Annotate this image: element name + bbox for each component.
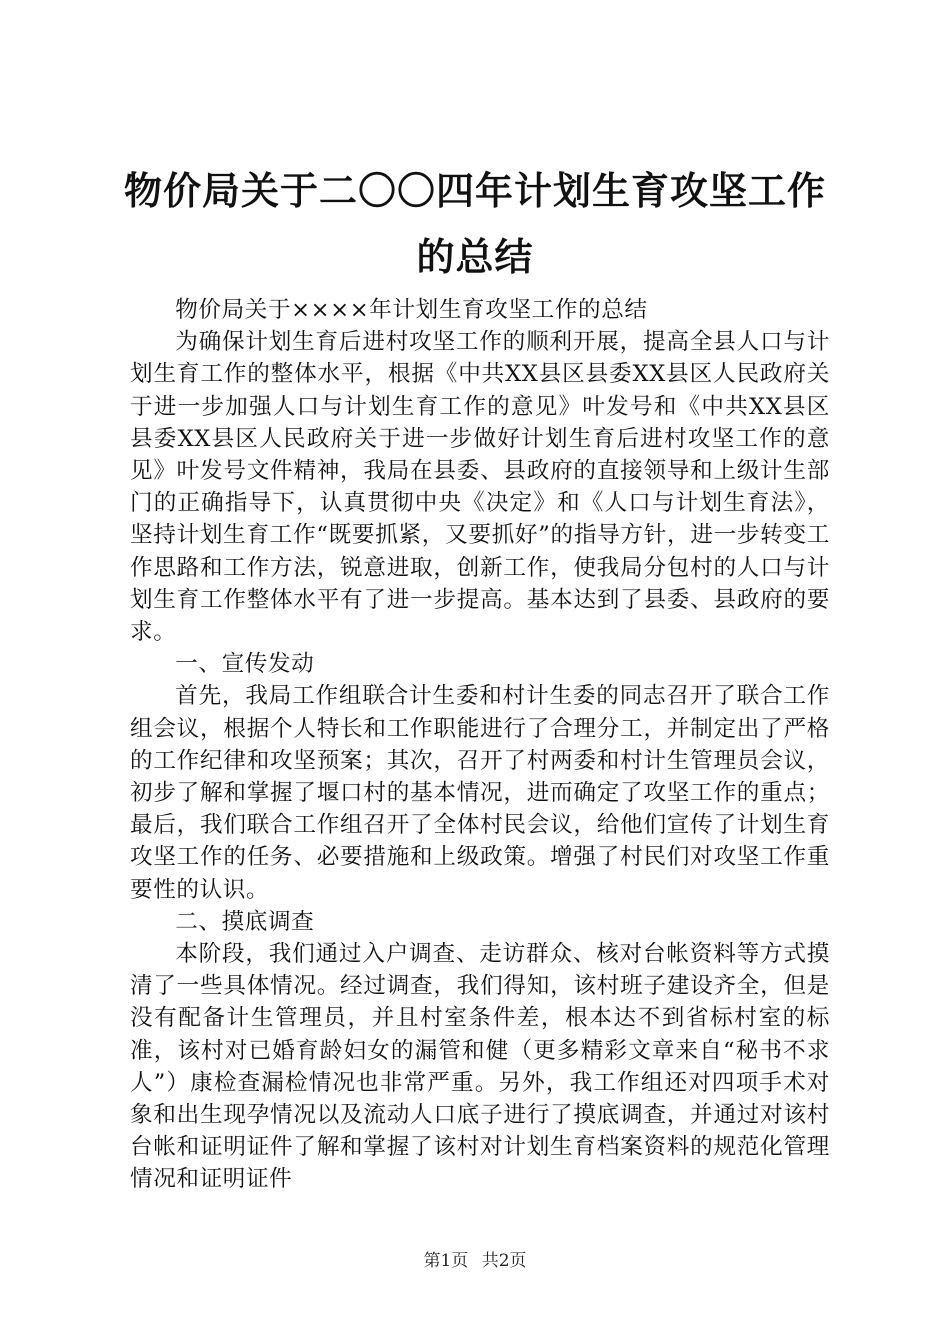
page-footer <box>0 1246 950 1271</box>
survey-paragraph: 本阶段，我们通过入户调查、走访群众、核对台帐资料等方式摸清了一些具体情况。经过调查，我们得知，该村班子建设齐全，但是没有配备计生管理员，并且村室条件差，根本达不到省标村室的标准，该村对已婚育龄妇女的漏管和健（更多精彩文章来自“秘书不求人”）康检查漏检情况也非常严重。另外，我工作组还对四项手术对象和出生现孕情况以及流动人口底子进行了摸底调查，并通过对该村台帐和证明证件了解和掌握了该村对计划生育档案资料的规范化管理情况和证明证件 <box>130 941 830 1193</box>
intro-paragraph: 为确保计划生育后进村攻坚工作的顺利开展，提高全县人口与计划生育工作的整体水平，根据《中共XX县区县委XX县区人民政府关于进一步加强人口与计划生育工作的意见》叶发号和《中共XX县区县委XX县区人民政府关于进一步做好计划生育后进村攻坚工作的意见》叶发号文件精神，我局在县委、县政府的直接领导和上级计生部门的正确指导下，认真贯彻中央《决定》和《人口与计划生育法》，坚持计划生育工作“既要抓紧，又要抓好”的指导方针，进一步转变工作思路和工作方法，锐意进取，创新工作，使我局分包村的人口与计划生育工作整体水平有了进一步提高。基本达到了县委、县政府的要求。 <box>130 329 830 646</box>
publicity-paragraph: 首先，我局工作组联合计生委和村计生委的同志召开了联合工作组会议，根据个人特长和工作职能进行了合理分工，并制定出了严格的工作纪律和攻坚预案；其次，召开了村两委和村计生管理员会议，初步了解和掌握了堰口村的基本情况，进而确定了攻坚工作的重点；最后，我们联合工作组召开了全体村民会议，给他们宣传了计划生育攻坚工作的任务、必要措施和上级政策。增强了村民们对攻坚工作重要性的认识。 <box>130 683 830 903</box>
document-title: 物价局关于二〇〇四年计划生育攻坚工作的总结 <box>123 169 826 279</box>
page-number-current: 第1页 <box>423 1251 469 1271</box>
document-subtitle: 物价局关于××××年计划生育攻坚工作的总结 <box>175 297 648 323</box>
document-body <box>130 294 830 1196</box>
page-number-total: 共2页 <box>481 1251 527 1271</box>
section-heading-survey: 二、摸底调查 <box>175 908 315 935</box>
section-heading-publicity: 一、宣传发动 <box>175 651 315 678</box>
